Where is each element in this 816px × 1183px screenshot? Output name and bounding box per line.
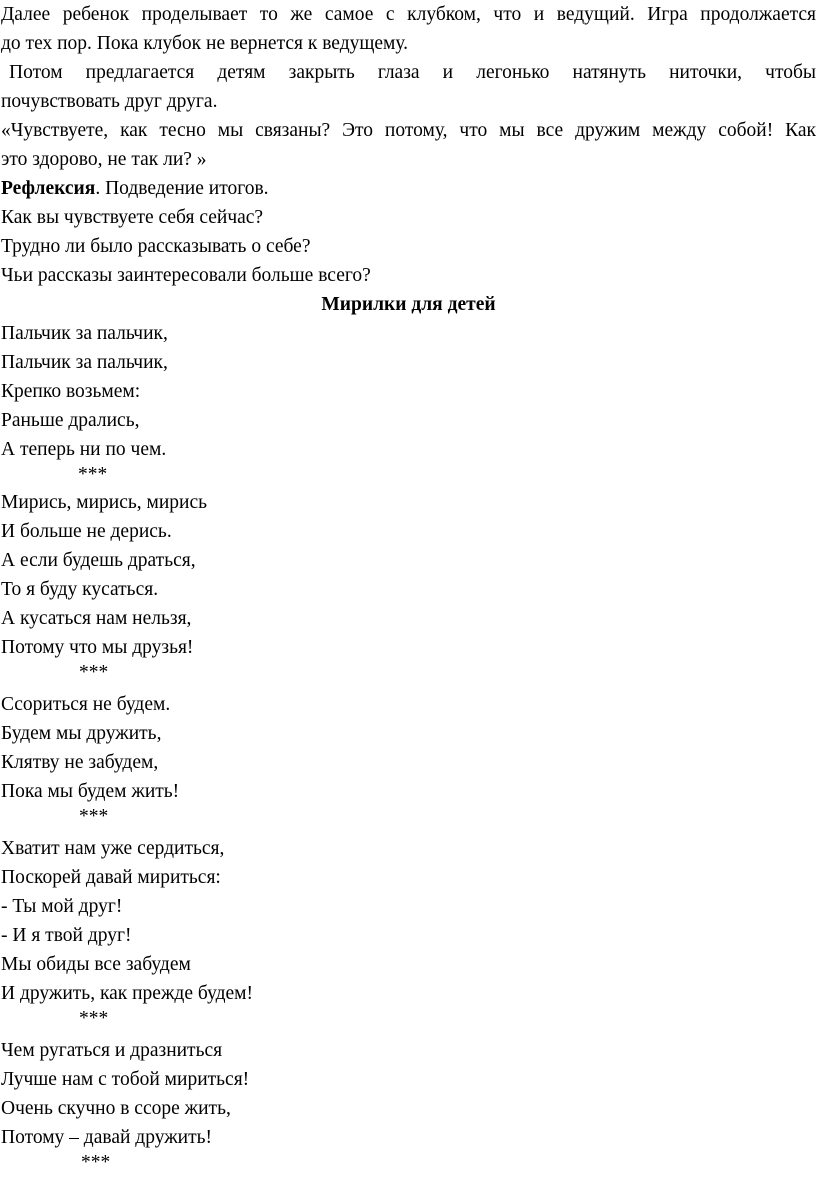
poem-3-line: Будем мы дружить, [1,723,162,744]
poem-3-line: Клятву не забудем, [1,752,159,773]
reflection-heading [1,174,816,203]
intro-paragraph-3-line-2: это здорово, не так ли? » [1,149,207,170]
poem-4-line: - Ты мой друг! [1,896,123,917]
poem-1-line: Раньше дрались, [1,410,140,431]
poem-1-line: Крепко возьмем: [1,381,141,402]
reflection-label: Рефлексия [1,178,96,199]
poems-title: Мирилки для детей [321,294,496,315]
poem-1-line: Пальчик за пальчик, [1,323,168,344]
intro-paragraph-2-line-2: почувствовать друг друга. [1,91,218,112]
poem-4-line: - И я твой друг! [1,925,132,946]
reflection-text: . Подведение итогов. [95,178,269,199]
poem-3-line: Пока мы будем жить! [1,781,180,802]
poem-5-line: Лучше нам с тобой мириться! [1,1069,250,1090]
poem-5-line: Очень скучно в ссоре жить, [1,1098,231,1119]
poem-separator: *** [79,1008,109,1029]
poem-2-line: И больше не дерись. [1,521,172,542]
intro-paragraph-1-line-2: до тех пор. Пока клубок не вернется к ведущему. [1,33,409,54]
poem-4-line: Поскорей давай мириться: [1,867,221,888]
poem-1-line: А теперь ни по чем. [1,439,167,460]
reflection-question: Чьи рассказы заинтересовали больше всего? [1,265,371,286]
reflection-question: Трудно ли было рассказывать о себе? [1,236,311,257]
poem-separator: *** [78,464,108,485]
poem-2-line: Мирись, мирись, мирись [1,492,208,513]
poem-2-line: А кусаться нам нельзя, [1,608,192,629]
poem-separator: *** [81,1152,111,1173]
poem-5-line: Чем ругаться и дразниться [1,1040,223,1061]
poem-4-line: Мы обиды все забудем [1,954,191,975]
poem-3-line: Ссориться не будем. [1,694,171,715]
poem-4-line: И дружить, как прежде будем! [1,983,253,1004]
intro-paragraph-1-line-1: Далее ребенок проделывает то же самое с клубком, что и ведущий. Игра продолжается [1,4,816,25]
poem-separator: *** [79,662,109,683]
poem-separator: *** [79,806,109,827]
poem-2-line: А если будешь драться, [1,550,196,571]
intro-paragraph-2-line-1: Потом предлагается детям закрыть глаза и легонько натянуть ниточки, чтобы [9,62,816,83]
poem-2-line: То я буду кусаться. [1,579,159,600]
poem-5-line: Потому – давай дружить! [1,1127,213,1148]
reflection-question: Как вы чувствуете себя сейчас? [1,207,264,228]
poem-1-line: Пальчик за пальчик, [1,352,168,373]
poem-4-line: Хватит нам уже сердиться, [1,838,225,859]
intro-paragraph-3-line-1: «Чувствуете, как тесно мы связаны? Это потому, что мы все дружим между собой! Как [1,120,816,141]
poem-2-line: Потому что мы друзья! [1,637,194,658]
